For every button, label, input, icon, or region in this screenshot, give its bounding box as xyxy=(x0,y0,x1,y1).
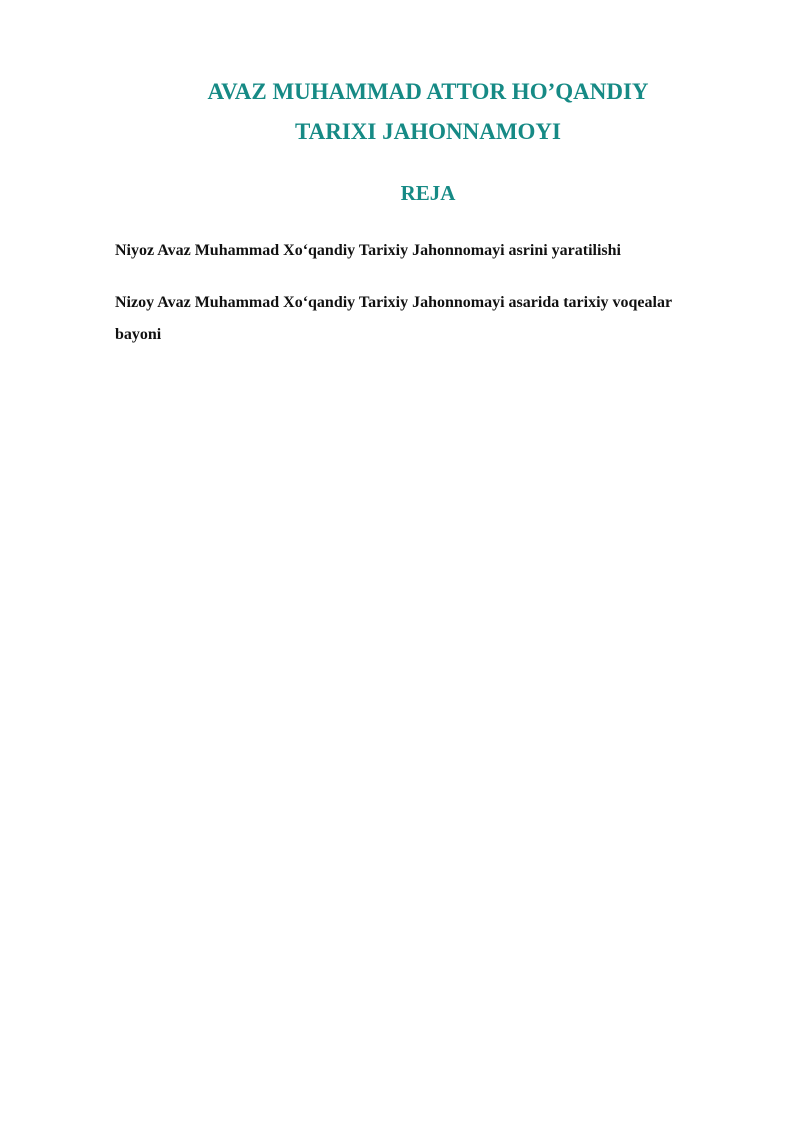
document-title-line-1: AVAZ MUHAMMAD ATTOR HO’QANDIY xyxy=(207,79,649,104)
plan-item: Niyoz Avaz Muhammad Xo‘qandiy Tarixiy Jahonnomayi asrini yaratilishi xyxy=(115,242,621,259)
document-title-line-2: TARIXI JAHONNAMOYI xyxy=(295,119,561,144)
plan-item: Nizoy Avaz Muhammad Xo‘qandiy Tarixiy Jahonnomayi asarida tarixiy voqealar bayoni xyxy=(115,294,672,343)
plan-heading: REJA xyxy=(400,181,456,205)
